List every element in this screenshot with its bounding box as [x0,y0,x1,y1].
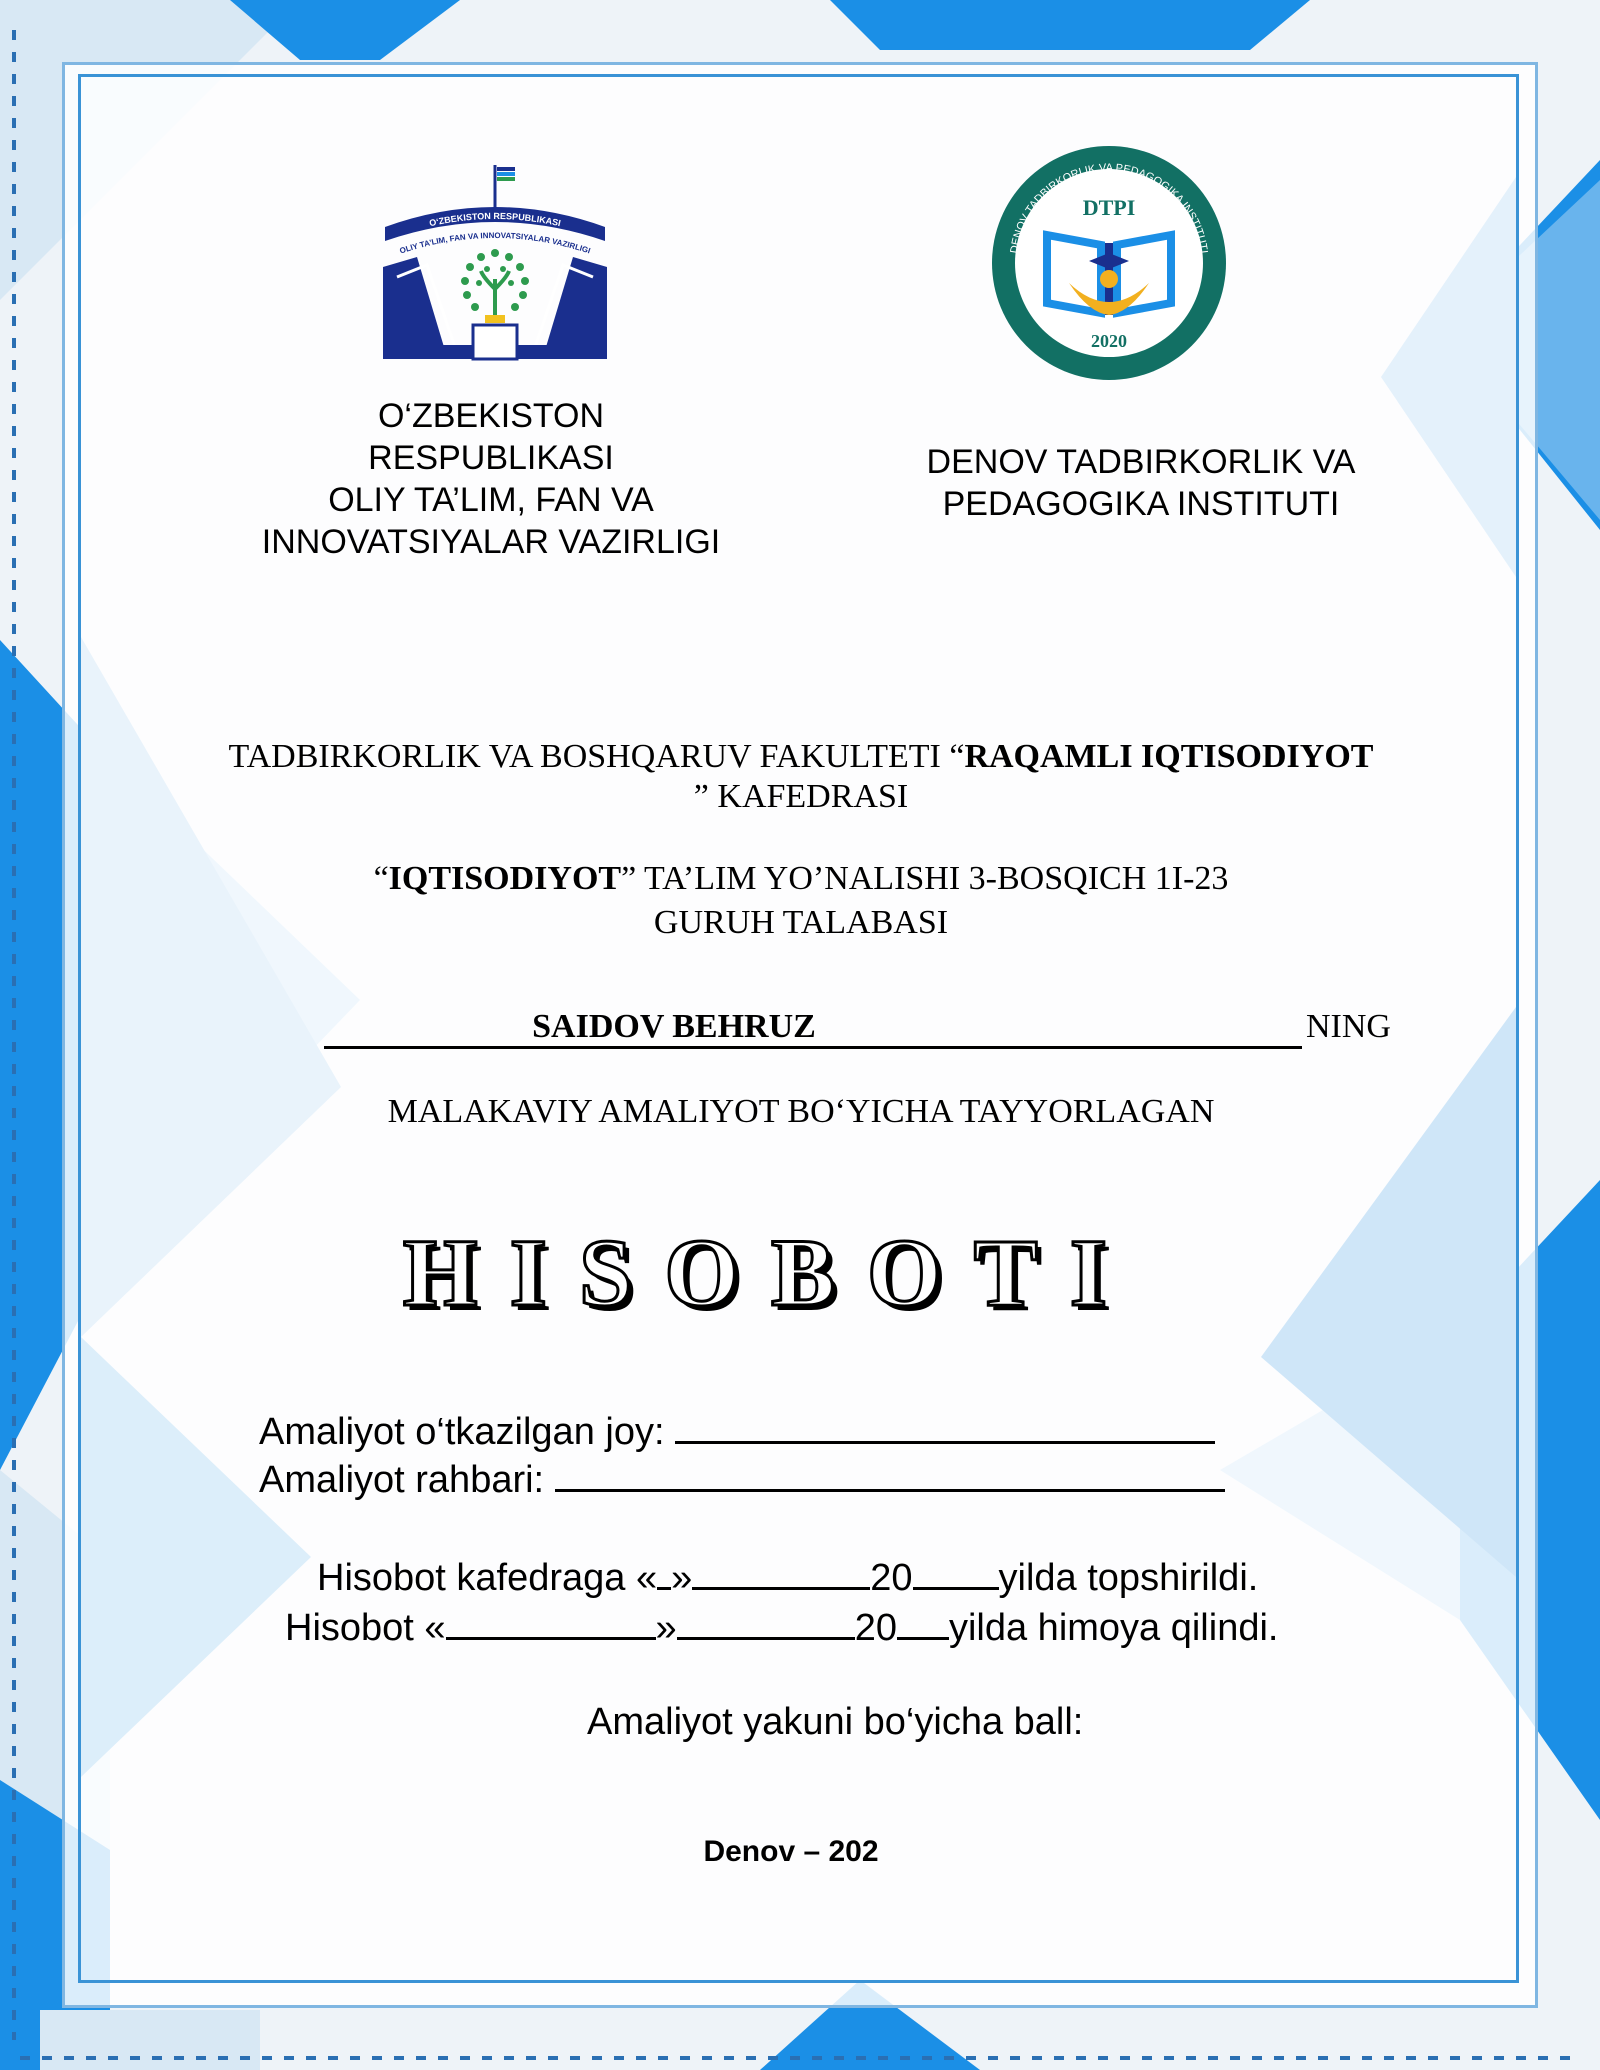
submitted-row: Hisobot kafedraga « » 20 yilda topshirildi. [317,1557,1259,1599]
student-underline [324,1046,1302,1049]
direction-name: IQTISODIYOT [388,860,622,897]
student-row [324,1002,1414,1052]
svg-text:O‘ZBEKISTON RESPUBLIKASI: O‘ZBEKISTON RESPUBLIKASI [428,210,562,229]
page-inner-border [78,74,1519,1983]
submitted-month-field[interactable] [692,1557,870,1590]
defended-day-field[interactable] [446,1607,656,1640]
supervisor-field[interactable] [555,1459,1225,1492]
student-name: SAIDOV BEHRUZ [532,1008,816,1045]
ministry-logo [377,157,613,367]
faculty-line: TADBIRKORLIK VA BOSHQARUV FAKULTETI “RAQAMLI IQTISODIYOT ” KAFEDRASI [228,738,1374,815]
defended-year-field[interactable] [897,1607,949,1640]
place-field[interactable] [675,1411,1215,1444]
submitted-day-field[interactable] [657,1557,671,1590]
svg-text:OLIY TA’LIM, FAN VA INNOVATSIY: OLIY TA’LIM, FAN VA INNOVATSIYALAR VAZIRLIGI [398,230,592,256]
place-row [259,1411,1215,1454]
ministry-line-2: OLIY TA’LIM, FAN VA [328,481,654,519]
seal-abbr: DTPI [1082,195,1136,220]
student-suffix: NING [1306,1008,1391,1045]
place-label: Amaliyot o‘tkazilgan joy: [259,1411,665,1453]
score-label: Amaliyot yakuni bo‘yicha ball: [587,1701,1084,1743]
ministry-line-3: INNOVATSIYALAR VAZIRLIGI [261,523,721,561]
department-name: RAQAMLI IQTISODIYOT [964,738,1374,775]
document-title: HISOBOTI [402,1219,1140,1326]
submitted-year-field[interactable] [913,1557,999,1590]
defended-month-field[interactable] [677,1607,855,1640]
institute-seal-logo [989,143,1229,383]
ministry-name [251,395,731,563]
seal-year: 2020 [1091,331,1127,351]
institute-line-1: DENOV TADBIRKORLIK VA [926,443,1356,481]
seal-ring-bottom-text [1067,121,1068,122]
supervisor-row [259,1459,1225,1502]
svg-text:DENOV TADBIRKORLIK VA PEDAGOGI: DENOV TADBIRKORLIK VA PEDAGOGIKA INSTITUTI [1008,162,1210,255]
defended-row: Hisobot « » 20 yilda himoya qilindi. [285,1607,1279,1649]
footer-place-year: Denov – 202 [703,1835,879,1868]
institute-line-2: PEDAGOGIKA INSTITUTI [942,485,1340,523]
institute-name [881,441,1401,525]
supervisor-label: Amaliyot rahbari: [259,1459,545,1501]
direction-line: “IQTISODIYOT” TA’LIM YO’NALISHI 3-BOSQICH 1I-23 GURUH TALABASI [373,860,1229,941]
ministry-line-1: O‘ZBEKISTON RESPUBLIKASI [368,397,614,477]
prepared-line: MALAKAVIY AMALIYOT BO‘YICHA TAYYORLAGAN [387,1093,1215,1130]
